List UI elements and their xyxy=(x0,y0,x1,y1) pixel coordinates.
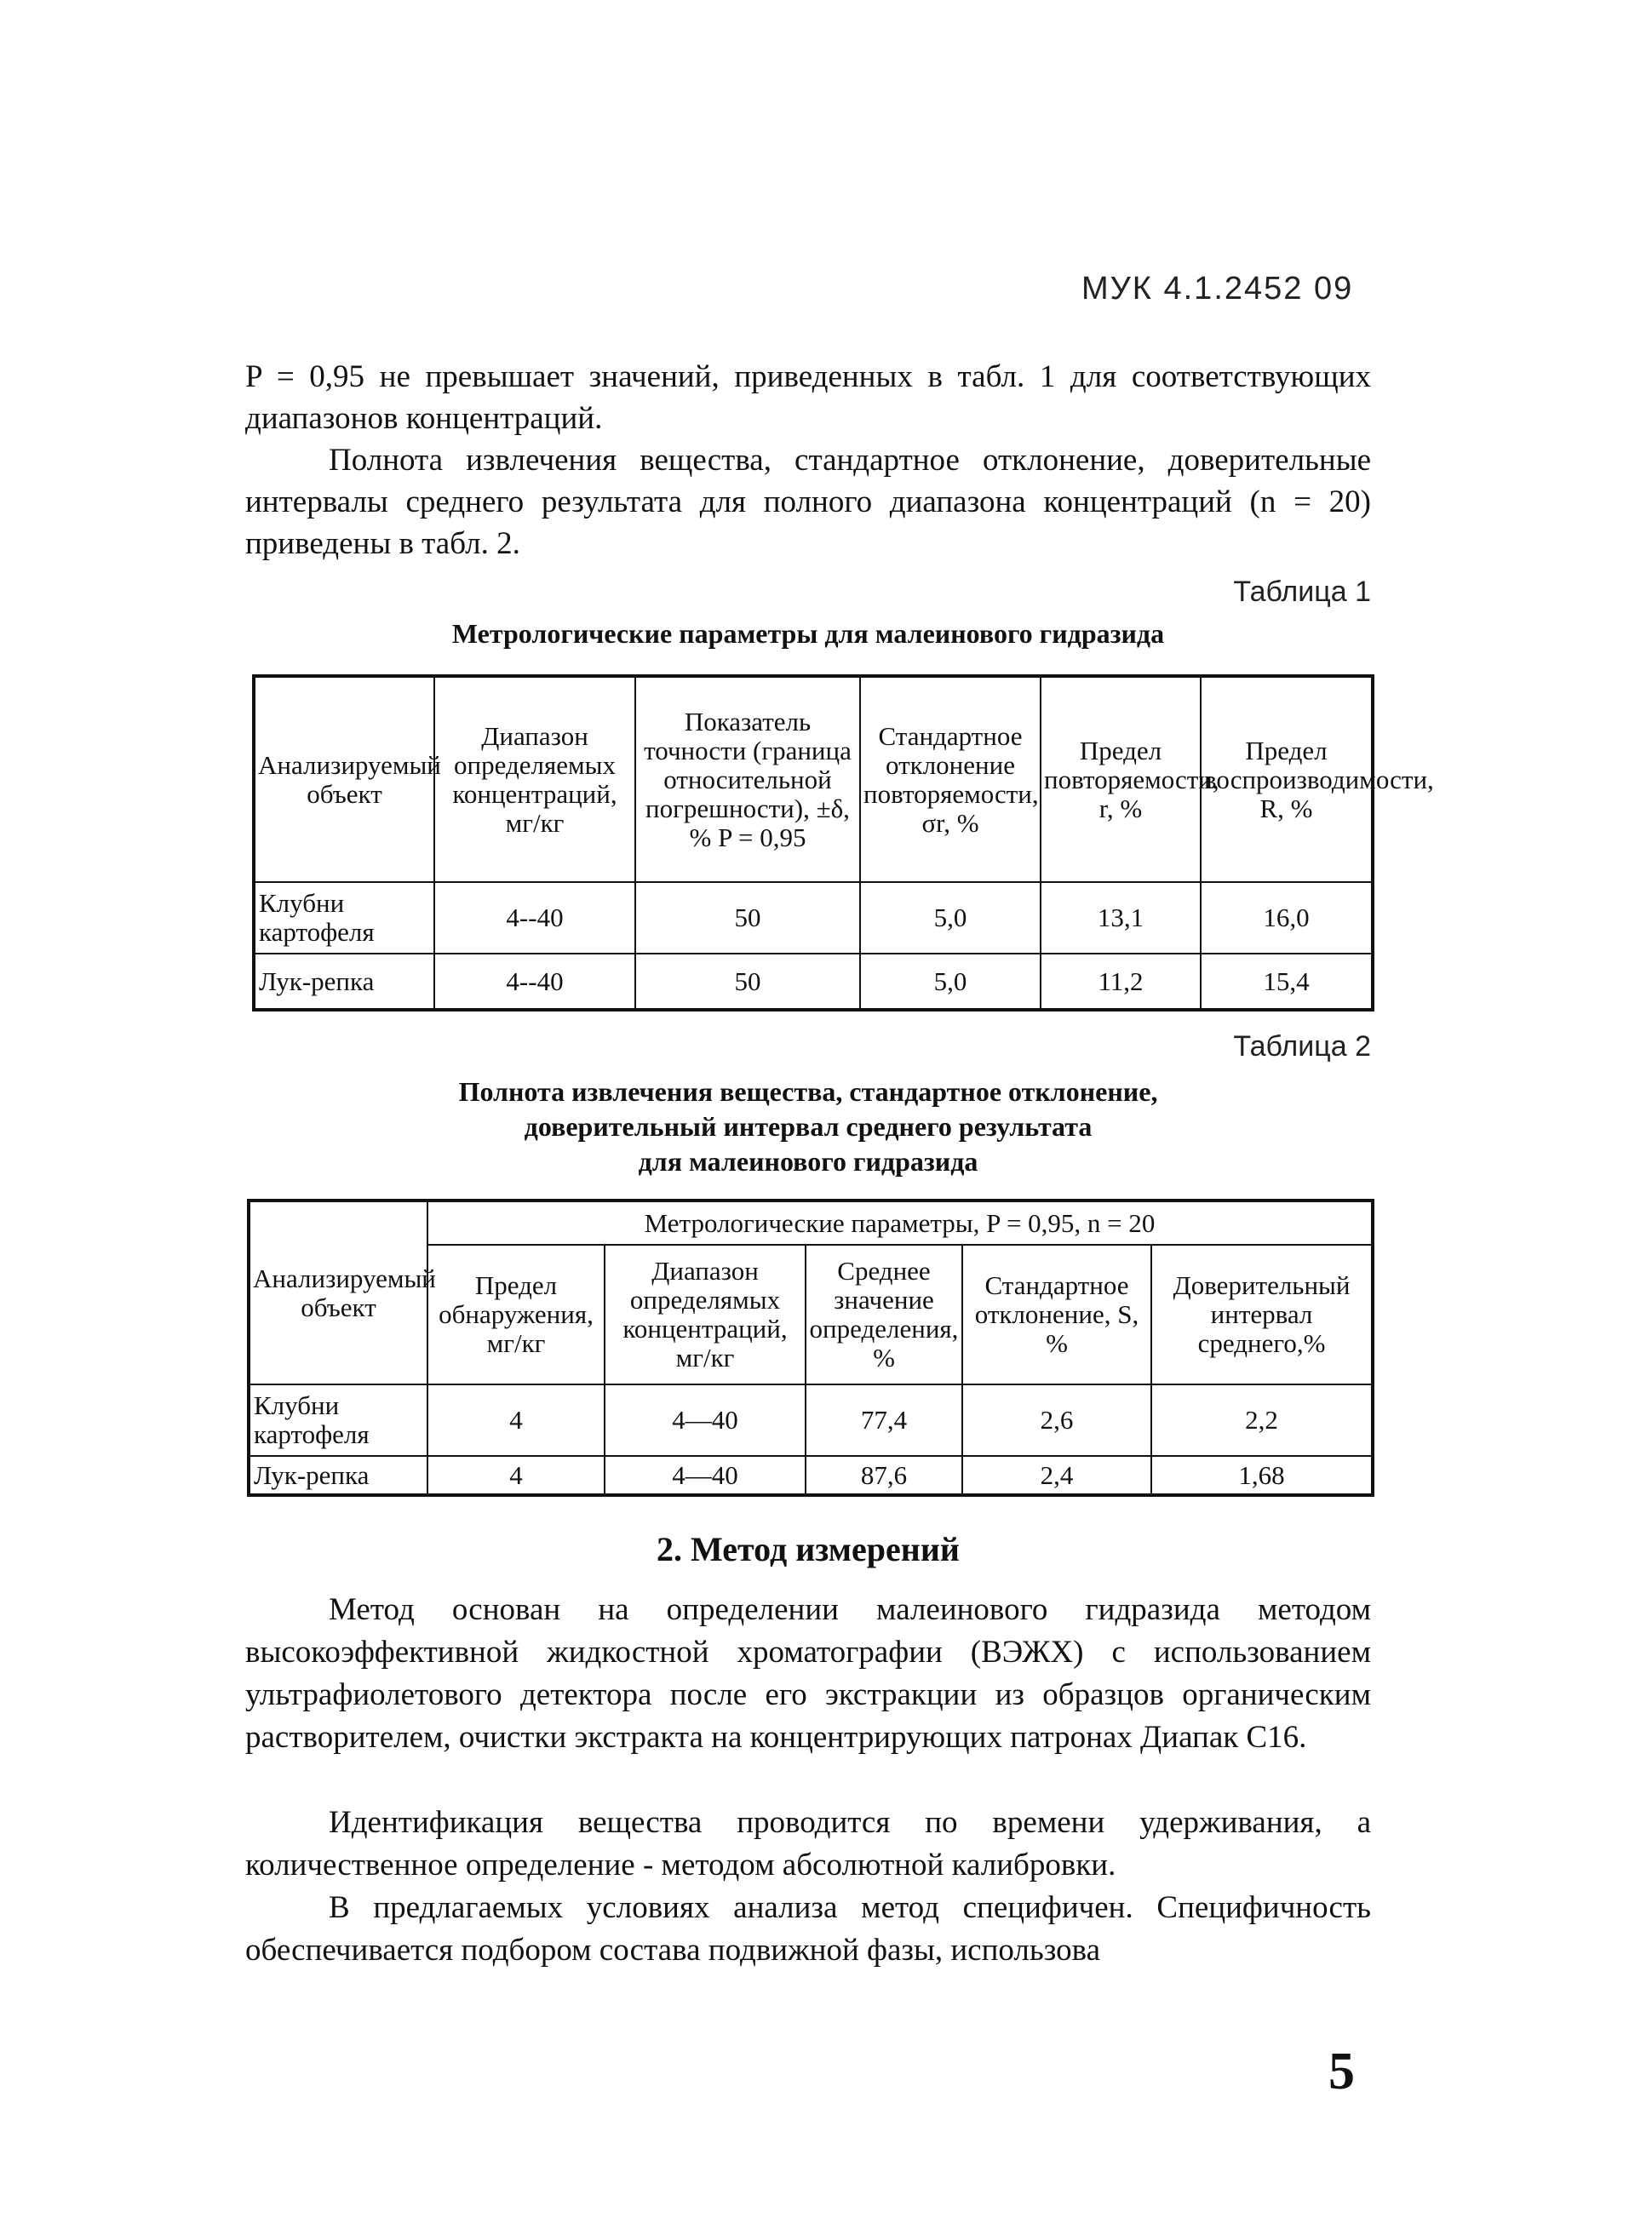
table2-header-range: Диапазон определямых концентраций, мг/кг xyxy=(605,1245,806,1384)
table2-cell: Клубни картофеля xyxy=(249,1384,427,1456)
table2-header-std-dev: Стандартное отклонение, S, % xyxy=(962,1245,1151,1384)
table2-group-header-row xyxy=(249,1201,1373,1245)
table2-label: Таблица 2 xyxy=(1233,1030,1371,1063)
table2-cell: 2,4 xyxy=(962,1456,1151,1495)
table2-cell: 77,4 xyxy=(806,1384,962,1456)
table1-header-row xyxy=(254,676,1373,882)
table1-header-repeatability: Предел повторяемости, r, % xyxy=(1041,676,1201,882)
table-row xyxy=(254,954,1373,1010)
table1-cell: 4--40 xyxy=(434,954,635,1010)
table2 xyxy=(247,1199,1374,1497)
table2-cell: 87,6 xyxy=(806,1456,962,1495)
table1-cell: 50 xyxy=(635,882,860,954)
table1-label: Таблица 1 xyxy=(1233,576,1371,608)
table1-cell: 16,0 xyxy=(1201,882,1373,954)
table1-cell: 5,0 xyxy=(860,954,1041,1010)
table1-cell: 11,2 xyxy=(1041,954,1201,1010)
table1-cell: 50 xyxy=(635,954,860,1010)
table2-cell: 2,2 xyxy=(1151,1384,1373,1456)
table2-cell: Лук-репка xyxy=(249,1456,427,1495)
table1-cell: 15,4 xyxy=(1201,954,1373,1010)
document-code: МУК 4.1.2452 09 xyxy=(1081,271,1354,307)
method-paragraph-3: В предлагаемых условиях анализа метод специфичен. Специфичность обеспечивается подбором состава подвижной фазы, использова xyxy=(245,1890,1371,1968)
table1 xyxy=(252,674,1434,1011)
table2-cell: 4 xyxy=(427,1384,605,1456)
table2-cell: 4—40 xyxy=(605,1456,806,1495)
table1-header-range: Диапазон определяемых концентраций, мг/кг xyxy=(434,676,635,882)
table1-cell: 13,1 xyxy=(1041,882,1201,954)
intro-paragraph-1: P = 0,95 не превышает значений, приведенных в табл. 1 для соответствующих диапазонов концентраций. xyxy=(245,359,1371,436)
table2-header-mean: Среднее значение определения, % xyxy=(806,1245,962,1384)
intro-paragraph-2: Полнота извлечения вещества, стандартное отклонение, доверительные интервалы среднего результата для полного диапазона концентраций (n = 20) приведены в табл. 2. xyxy=(245,443,1371,561)
table2-header-detection-limit: Предел обнаружения, мг/кг xyxy=(427,1245,605,1384)
table2-cell: 4 xyxy=(427,1456,605,1495)
table1-header-object: Анализируемый объект xyxy=(254,676,434,882)
table1-header-std-dev: Стандартное отклонение повторяемости, σr, % xyxy=(860,676,1041,882)
table-row xyxy=(249,1384,1373,1456)
table1-header-reproducibility: Предел воспроизводимости, R, % xyxy=(1201,676,1373,882)
table1-cell: 5,0 xyxy=(860,882,1041,954)
table2-title-line: доверительный интервал среднего результата xyxy=(524,1111,1093,1142)
table2-title-line: для малеинового гидразида xyxy=(638,1146,978,1177)
method-paragraph-1: Метод основан на определении малеинового гидразида методом высокоэффективной жидкостной хроматографии (ВЭЖХ) с использованием ультрафиолетового детектора после его экстракции из образцов органическим растворителем, очистки экстракта на концентрирующих патронах Диапак С16. xyxy=(245,1592,1371,1755)
table-row xyxy=(254,882,1373,954)
page-number: 5 xyxy=(1328,2043,1355,2100)
table1-cell: 4--40 xyxy=(434,882,635,954)
table1-title: Метрологические параметры для малеинового гидразида xyxy=(451,618,1165,649)
table2-group-header: Метрологические параметры, P = 0,95, n = 20 xyxy=(427,1201,1373,1245)
table2-header-object: Анализируемый объект xyxy=(249,1201,427,1384)
table2-cell: 1,68 xyxy=(1151,1456,1373,1495)
table2-cell: 2,6 xyxy=(962,1384,1151,1456)
table2-header-confidence: Доверительный интервал среднего,% xyxy=(1151,1245,1373,1384)
table2-cell: 4—40 xyxy=(605,1384,806,1456)
section-title: 2. Метод измерений xyxy=(657,1530,960,1568)
table-row xyxy=(249,1456,1373,1495)
table1-cell: Клубни картофеля xyxy=(254,882,434,954)
table2-title-line: Полнота извлечения вещества, стандартное отклонение, xyxy=(458,1076,1158,1107)
table1-header-accuracy: Показатель точности (граница относительной погрешности), ±δ, % P = 0,95 xyxy=(635,676,860,882)
table1-cell: Лук-репка xyxy=(254,954,434,1010)
method-paragraph-2: Идентификация вещества проводится по времени удерживания, а количественное определение - методом абсолютной калибровки. xyxy=(245,1805,1371,1883)
